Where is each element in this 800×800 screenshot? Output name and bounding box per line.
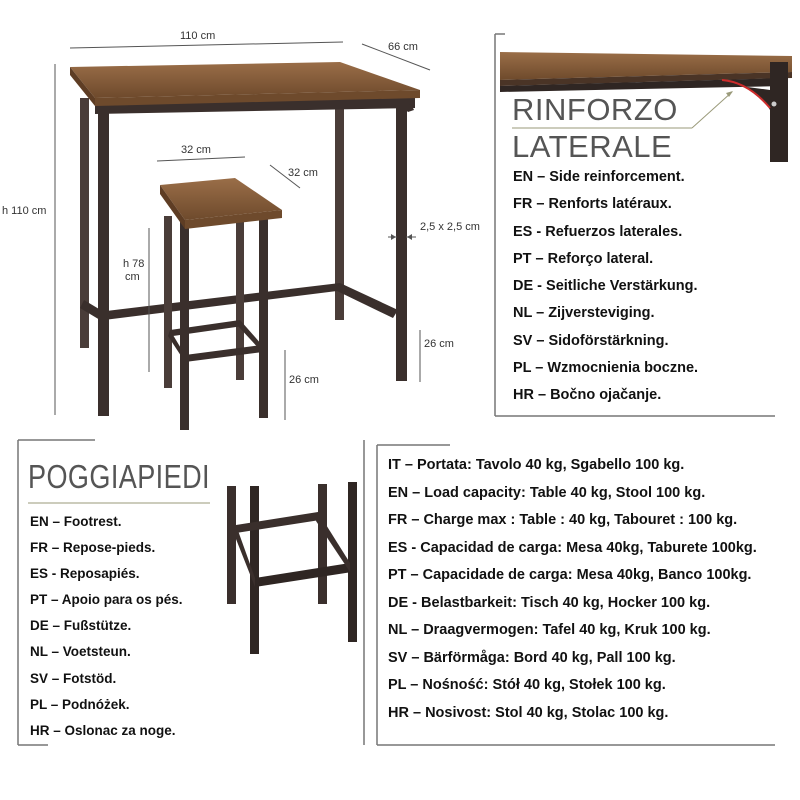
dim-stool-footrest-height: 26 cm	[289, 374, 319, 386]
list-item: HR – Nosivost: Stol 40 kg, Stolac 100 kg.	[388, 704, 669, 721]
list-item: FR – Charge max : Table : 40 kg, Tabouret : 100 kg.	[388, 512, 738, 528]
dim-table-height: h 110 cm	[2, 205, 47, 217]
list-item: PT – Apoio para os pés.	[30, 592, 183, 608]
list-item: FR – Renforts latéraux.	[513, 196, 672, 213]
list-item: IT – Portata: Tavolo 40 kg, Sgabello 100 kg.	[388, 457, 685, 473]
list-item: FR – Repose-pieds.	[30, 540, 156, 556]
list-item: NL – Voetsteun.	[30, 644, 131, 660]
dim-stool-width: 32 cm	[181, 144, 211, 156]
stool-footrest-bar	[185, 345, 263, 362]
stool-leg-front-right	[259, 218, 268, 418]
dim-table-width: 110 cm	[180, 30, 216, 42]
list-item: PT – Capacidade de carga: Mesa 40kg, Banco 100kg.	[388, 567, 752, 583]
table-leg-front-right	[396, 98, 407, 381]
list-item: EN – Load capacity: Table 40 kg, Stool 100 kg.	[388, 484, 706, 501]
stool-leg-front-left	[180, 222, 189, 430]
list-item: EN – Footrest.	[30, 514, 122, 529]
list-item: SV – Sidoförstärkning.	[513, 332, 669, 349]
list-item: HR – Oslonac za noge.	[30, 722, 176, 738]
list-item: PL – Podnóżek.	[30, 696, 130, 712]
list-item: SV – Bärförmåga: Bord 40 kg, Pall 100 kg.	[388, 649, 676, 666]
list-item: DE – Fußstütze.	[30, 618, 132, 634]
list-item: ES - Capacidad de carga: Mesa 40kg, Taburete 100kg.	[388, 539, 757, 556]
footrest-detail-image	[227, 482, 357, 654]
list-item: SV – Fotstöd.	[30, 670, 117, 686]
dim-table-footrest-height: 26 cm	[424, 338, 454, 350]
list-item: PL – Wzmocnienia boczne.	[513, 360, 699, 377]
reinforcement-heading-line1: RINFORZO	[512, 92, 678, 127]
footrest-translation-list	[30, 509, 183, 744]
list-item: ES - Reposapiés.	[30, 566, 140, 582]
dim-stool-height-line2: cm	[125, 271, 140, 283]
list-item: EN – Side reinforcement.	[513, 169, 685, 185]
list-item: PL – Nośność: Stół 40 kg, Stołek 100 kg.	[388, 677, 666, 693]
reinforcement-heading-line2: LATERALE	[512, 129, 673, 164]
table-footrest-bar	[98, 283, 345, 320]
load-capacity-list	[388, 452, 757, 727]
list-item: DE - Belastbarkeit: Tisch 40 kg, Hocker 100 kg.	[388, 594, 711, 611]
list-item: NL – Zijversteviging.	[513, 305, 655, 322]
list-item: NL – Draagvermogen: Tafel 40 kg, Kruk 100 kg.	[388, 622, 711, 638]
dim-table-depth: 66 cm	[388, 41, 418, 53]
footrest-heading: POGGIAPIEDI	[28, 458, 210, 495]
list-item: PT – Reforço lateral.	[513, 250, 654, 267]
list-item: ES - Refuerzos laterales.	[513, 223, 683, 240]
reinforcement-translation-list	[513, 164, 698, 410]
list-item: DE - Seitliche Verstärkung.	[513, 278, 698, 295]
dim-stool-height-line1: h 78	[123, 258, 145, 270]
dim-leg-section: 2,5 x 2,5 cm	[420, 221, 480, 233]
bar-table	[70, 62, 420, 416]
dim-stool-depth: 32 cm	[288, 167, 318, 179]
table-leg-front-left	[98, 104, 109, 416]
list-item: HR – Bočno ojačanje.	[513, 387, 662, 404]
